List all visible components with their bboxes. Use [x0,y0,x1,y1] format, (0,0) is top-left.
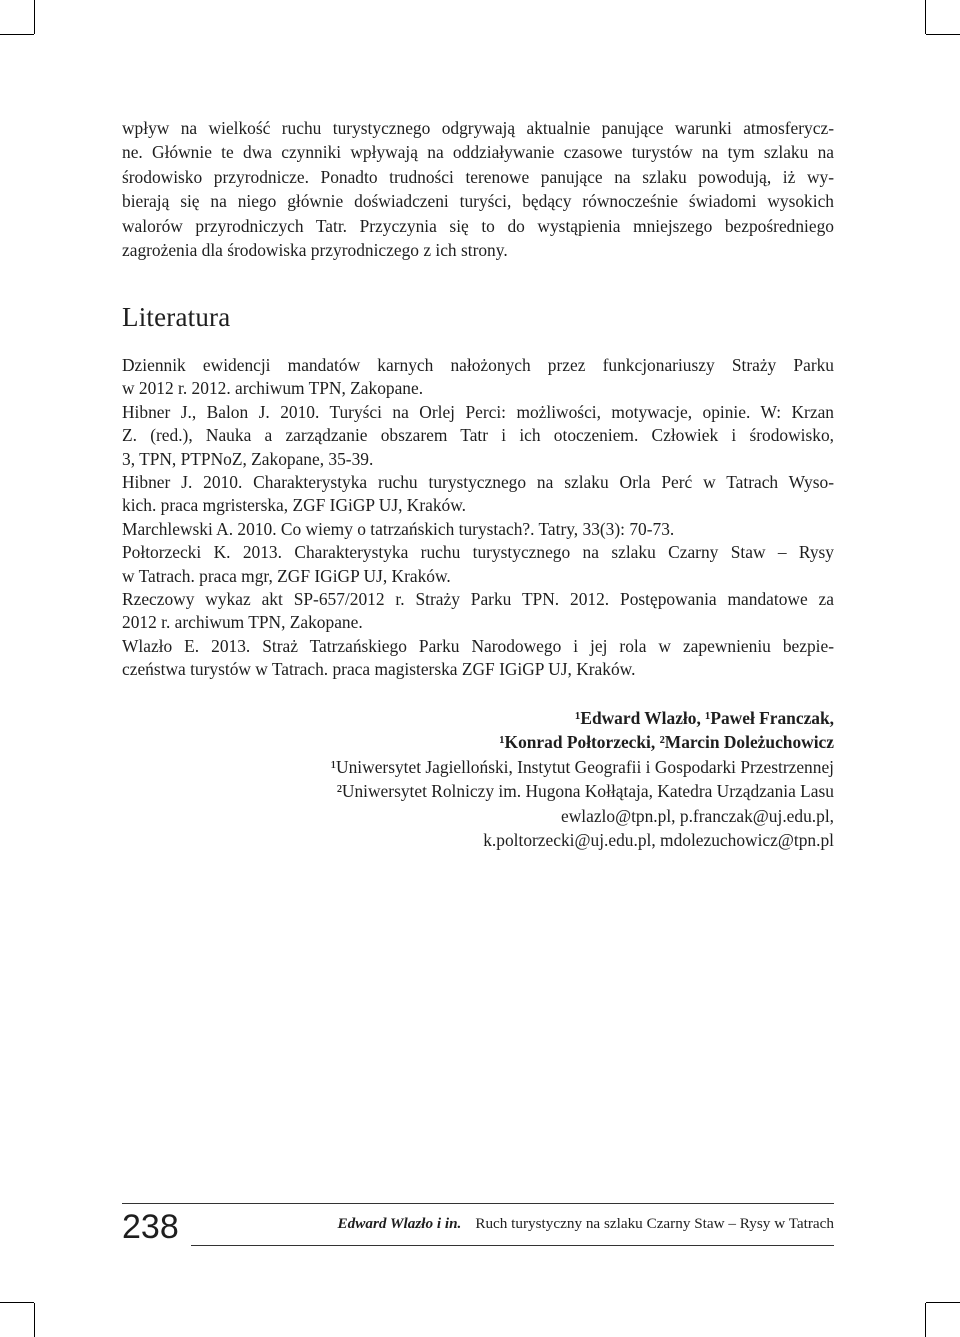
reference-item [122,518,834,541]
crop-mark [34,1303,35,1337]
reference-line: w 2012 r. 2012. archiwum TPN, Zakopane. [122,378,424,399]
reference-line: Marchlewski A. 2010. Co wiemy o tatrzańskich turystach?. Tatry, 33(3): 70-73. [122,518,675,539]
reference-item [122,588,834,635]
reference-item [122,354,834,401]
page-number: 238 [122,1208,179,1246]
crop-mark [926,1302,960,1303]
reference-line: 3, TPN, PTPNoZ, Zakopane, 35-39. [122,448,374,469]
footer-author: Edward Wlazło i in. [337,1215,462,1232]
reference-line: Hibner J., Balon J. 2010. Turyści na Orlej Perci: możliwości, motywacje, opinie. W: Krzan [122,401,834,422]
crop-mark [0,34,34,35]
paragraph-line: zagrożenia dla środowiska przyrodniczego z ich strony. [122,240,508,261]
reference-list [122,354,834,682]
reference-line: kich. praca mgristerska, ZGF IGiGP UJ, Kraków. [122,495,467,516]
intro-paragraph [122,116,834,262]
crop-mark [926,34,960,35]
reference-line: Wlazło E. 2013. Straż Tatrzańskiego Parku Narodowego i jej rola w zapewnieniu bezpie- [122,635,834,656]
crop-mark [0,1302,34,1303]
affiliation: ¹Uniwersytet Jagielloński, Instytut Geografii i Gospodarki Przestrzennej [330,756,834,777]
reference-item [122,471,834,518]
section-heading: Literatura [122,302,231,332]
author-emails: ewlazlo@tpn.pl, p.franczak@uj.edu.pl, [561,805,834,826]
author-names: ¹Konrad Połtorzecki, ²Marcin Doleżuchowicz [499,732,834,753]
crop-mark [34,0,35,34]
author-emails: k.poltorzecki@uj.edu.pl, mdolezuchowicz@tpn.pl [483,830,834,851]
reference-line: Hibner J. 2010. Charakterystyka ruchu turystycznego na szlaku Orla Perć w Tatrach Wyso- [122,472,834,493]
reference-item [122,635,834,682]
reference-line: w Tatrach. praca mgr, ZGF IGiGP UJ, Kraków. [122,565,451,586]
reference-line: Rzeczowy wykaz akt SP-657/2012 r. Straży Parku TPN. 2012. Postępowania mandatowe za [122,589,834,610]
reference-line: czeństwa turystów w Tatrach. praca magisterska ZGF IGiGP UJ, Kraków. [122,659,636,680]
footer-rule [122,1203,834,1204]
affiliation: ²Uniwersytet Rolniczy im. Hugona Kołłątaja, Katedra Urządzania Lasu [336,781,834,802]
paragraph-line: środowisko przyrodnicze. Ponadto trudności terenowe panujące na szlaku powodują, iż wy- [122,166,834,187]
paragraph-line: bierają się na niego głównie doświadczeni turyści, będący równocześnie świadomi wysokich [122,191,834,212]
crop-mark [925,0,926,34]
reference-line: 2012 r. archiwum TPN, Zakopane. [122,612,363,633]
footer-title: Ruch turystyczny na szlaku Czarny Staw – Rysy w Tatrach [475,1215,834,1232]
reference-line: Z. (red.), Nauka a zarządzanie obszarem Tatr i ich otoczeniem. Człowiek i środowisko, [122,425,834,446]
author-block [331,706,834,852]
paragraph-line: walorów przyrodniczych Tatr. Przyczynia się to do wystąpienia mniejszego bezpośredniego [122,215,834,236]
paragraph-line: ne. Głównie te dwa czynniki wpływają na oddziaływanie czasowe turystów na tym szlaku na [122,142,834,163]
paragraph-line: wpływ na wielkość ruchu turystycznego odgrywają aktualnie panujące warunki atmosferycz- [122,118,834,138]
reference-item [122,401,834,471]
author-names: ¹Edward Wlazło, ¹Paweł Franczak, [575,708,834,728]
running-footer [338,1215,834,1233]
crop-mark [925,1303,926,1337]
reference-line: Połtorzecki K. 2013. Charakterystyka ruchu turystycznego na szlaku Czarny Staw – Rysy [122,542,834,563]
footer-rule [191,1245,834,1246]
reference-item [122,541,834,588]
reference-line: Dziennik ewidencji mandatów karnych nałożonych przez funkcjonariuszy Straży Parku [122,355,834,375]
